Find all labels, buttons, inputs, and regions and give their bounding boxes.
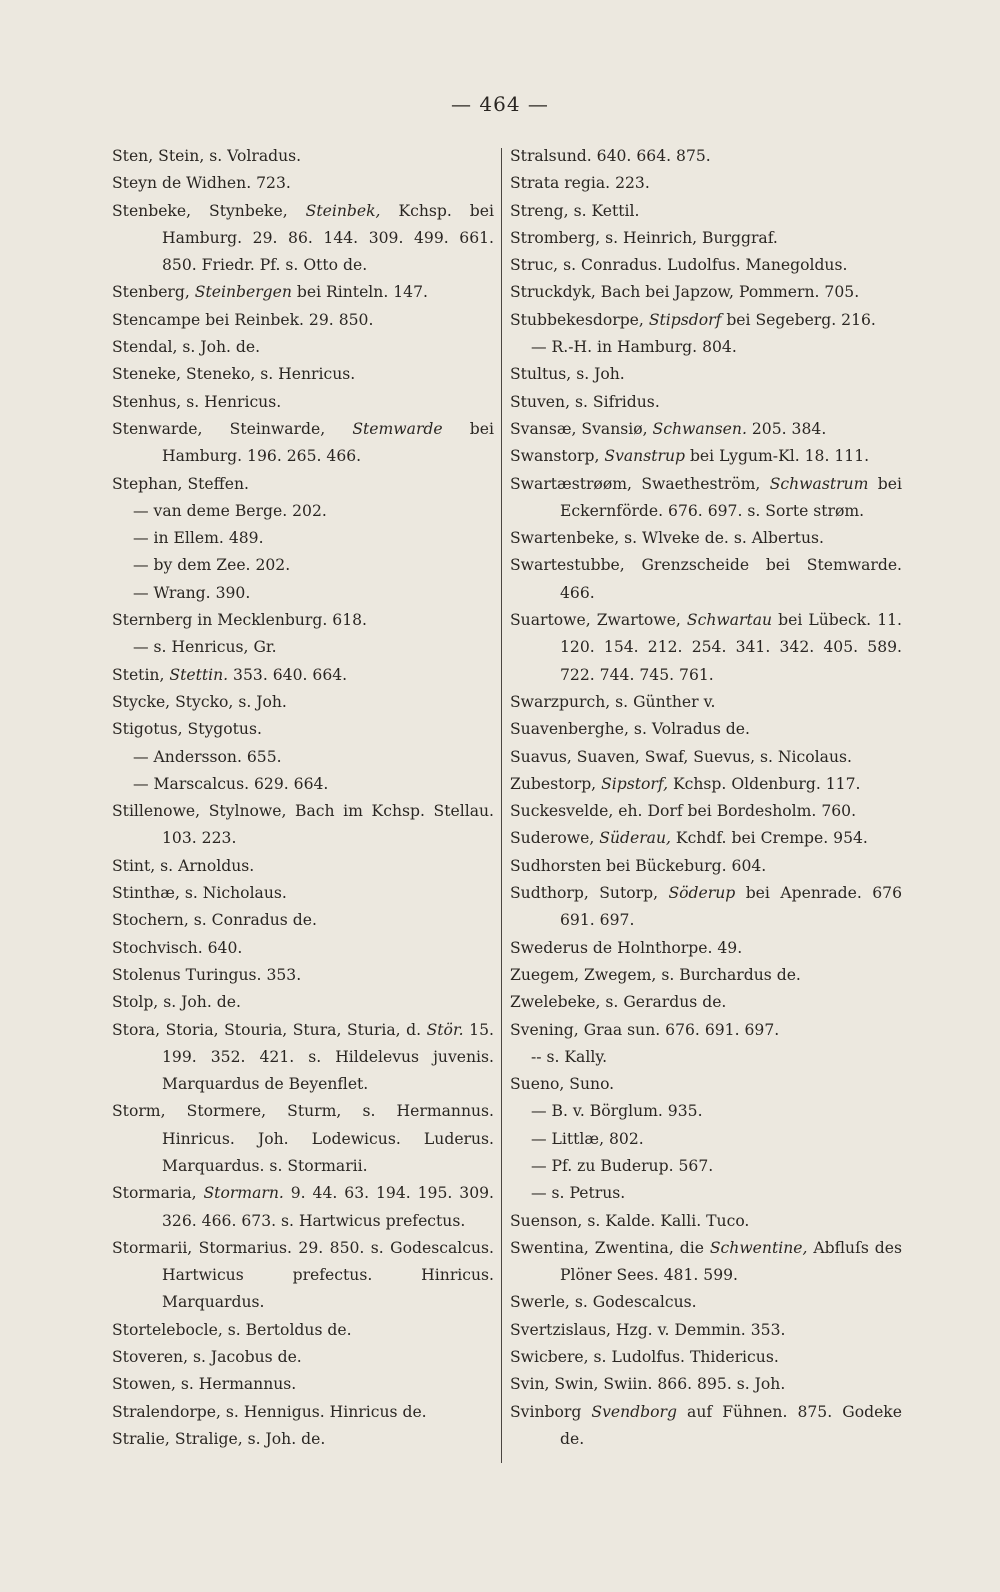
entry-text: Struc, s. Conradus. Ludolfus. Manegoldus. (510, 256, 848, 275)
index-entry (112, 279, 494, 306)
index-entry (510, 880, 902, 935)
index-entry (112, 471, 494, 498)
index-subentry (112, 580, 494, 607)
index-entry (510, 825, 902, 852)
entry-text: Stenhus, s. Henricus. (112, 392, 282, 411)
index-entry (510, 716, 902, 743)
entry-text: Stubbekesdorpe, (510, 310, 649, 329)
entry-text: Swerle, s. Godescalcus. (510, 1293, 697, 1312)
entry-text: Suavenberghe, s. Volradus de. (510, 720, 750, 739)
index-entry (510, 307, 902, 334)
entry-text: Stoveren, s. Jacobus de. (112, 1348, 302, 1367)
index-entry (510, 170, 902, 197)
index-entry (112, 989, 494, 1016)
entry-text: Swartæstrøøm, Swaetheström, (510, 474, 770, 493)
place-name-italic: Stör. (426, 1020, 464, 1039)
entry-text: — Pf. zu Buderup. 567. (531, 1156, 714, 1175)
index-entry (112, 935, 494, 962)
index-subentry (510, 1180, 902, 1207)
entry-text: Stillenowe, Stylnowe, Bach im Kchsp. Stellau. 103. 223. (112, 802, 494, 848)
index-entry (510, 198, 902, 225)
entry-text: Stigotus, Stygotus. (112, 720, 262, 739)
entry-text: Struckdyk, Bach bei Japzow, Pommern. 705. (510, 283, 860, 302)
place-name-italic: Schwentine, (709, 1238, 808, 1257)
index-subentry (112, 498, 494, 525)
index-subentry (112, 634, 494, 661)
entry-text: Stint, s. Arnoldus. (112, 856, 255, 875)
entry-text: bei Hamburg. 196. 265. 466. (162, 419, 495, 466)
entry-text: — s. Henricus, Gr. (133, 638, 277, 657)
index-entry (510, 935, 902, 962)
place-name-italic: Schwartau (686, 611, 773, 630)
entry-text: Sternberg in Mecklenburg. 618. (112, 611, 367, 630)
place-name-italic: Stormarn. (203, 1184, 284, 1203)
index-entry (510, 853, 902, 880)
index-entry (510, 689, 902, 716)
entry-text: — Andersson. 655. (133, 747, 282, 766)
index-entry (112, 1399, 494, 1426)
index-entry (112, 1235, 494, 1317)
entry-text: Svening, Graa sun. 676. 691. 697. (510, 1020, 780, 1039)
entry-text: bei Lygum-Kl. 18. 111. (684, 447, 870, 466)
entry-text: Svertzislaus, Hzg. v. Demmin. 353. (510, 1320, 786, 1339)
index-entry (510, 225, 902, 252)
entry-text: bei Lübeck. 11. 120. 154. 212. 254. 341. 342. 405. 589. 722. 744. 745. 761. (560, 611, 902, 684)
index-entry (112, 307, 494, 334)
entry-text: 205. 384. (746, 419, 827, 438)
index-entry (112, 880, 494, 907)
index-subentry (510, 334, 902, 361)
index-entry (112, 962, 494, 989)
entry-text: Zuegem, Zwegem, s. Burchardus de. (510, 965, 801, 984)
index-entry (112, 1371, 494, 1398)
entry-text: Stralsund. 640. 664. 875. (510, 147, 711, 165)
index-entry (510, 443, 902, 470)
entry-text: 9. 44. 63. 194. 195. 309. 326. 466. 673. s. Hartwicus prefectus. (162, 1184, 494, 1230)
entry-text: Steyn de Widhen. 723. (112, 174, 291, 193)
index-entry (112, 689, 494, 716)
place-name-italic: Schwansen. (652, 419, 747, 438)
index-entry (112, 416, 494, 471)
index-entry (510, 962, 902, 989)
index-entry (510, 744, 902, 771)
index-entry (510, 1289, 902, 1316)
index-entry (112, 798, 494, 853)
entry-text: bei Rinteln. 147. (291, 283, 428, 302)
index-entry (112, 853, 494, 880)
entry-text: Swicbere, s. Ludolfus. Thidericus. (510, 1348, 779, 1367)
index-entry (112, 662, 494, 689)
entry-text: Suckesvelde, eh. Dorf bei Bordesholm. 760. (510, 802, 857, 821)
place-name-italic: Schwastrum (769, 474, 869, 493)
index-entry (510, 552, 902, 607)
entry-text: Strata regia. 223. (510, 174, 650, 193)
entry-text: Swartestubbe, Grenzscheide bei Stemwarde. 466. (510, 556, 902, 602)
entry-text: Swanstorp, (510, 447, 605, 466)
entry-text: Swentina, Zwentina, die (510, 1238, 710, 1257)
index-entry (112, 907, 494, 934)
index-entry (112, 1180, 494, 1235)
entry-text: Svinborg (510, 1402, 592, 1421)
index-subentry (112, 525, 494, 552)
index-entry (510, 607, 902, 689)
entry-text: — van deme Berge. 202. (133, 501, 327, 520)
entry-text: Streng, s. Kettil. (510, 201, 640, 220)
entry-text: — Wrang. 390. (133, 583, 251, 602)
entry-text: — Littlæ, 802. (531, 1129, 644, 1148)
index-entry (510, 143, 902, 170)
index-entry (112, 198, 494, 280)
entry-text: auf Fühnen. 875. Godeke de. (560, 1402, 902, 1448)
entry-text: Stormarii, Stormarius. 29. 850. s. Godescalcus. Hartwicus prefectus. Hinricus. Marquardus. (112, 1238, 494, 1312)
index-column-left (112, 143, 494, 1453)
entry-text: Stephan, Steffen. (112, 474, 249, 493)
entry-text: Stycke, Stycko, s. Joh. (112, 692, 287, 711)
entry-text: Stochvisch. 640. (112, 938, 243, 957)
index-entry (510, 1344, 902, 1371)
entry-text: Suderowe, (510, 829, 600, 848)
entry-text: bei Apenrade. 676 691. 697. (560, 884, 902, 930)
entry-text: bei Eckernförde. 676. 697. s. Sorte strøm. (560, 474, 902, 520)
place-name-italic: Sipstorf, (601, 774, 669, 793)
entry-text: 15. 199. 352. 421. s. Hildelevus juvenis. Marquardus de Beyenflet. (162, 1020, 494, 1094)
index-entry (510, 416, 902, 443)
entry-text: — by dem Zee. 202. (133, 556, 291, 575)
place-name-italic: Svanstrup (604, 447, 685, 466)
entry-text: Sudhorsten bei Bückeburg. 604. (510, 856, 767, 875)
entry-text: Svin, Swin, Swiin. 866. 895. s. Joh. (510, 1375, 786, 1394)
entry-text: Swartenbeke, s. Wlveke de. s. Albertus. (510, 529, 824, 548)
entry-text: -- s. Kally. (531, 1047, 608, 1066)
entry-text: Suavus, Suaven, Swaf, Suevus, s. Nicolaus. (510, 747, 852, 766)
index-entry (510, 389, 902, 416)
place-name-italic: Süderau, (599, 829, 671, 848)
entry-text: — B. v. Börglum. 935. (531, 1102, 703, 1121)
entry-text: Stetin, (112, 665, 170, 684)
entry-text: Stenbeke, Stynbeke, (112, 201, 306, 220)
entry-text: Stendal, s. Joh. de. (112, 338, 261, 357)
entry-text: Stenberg, (112, 283, 195, 302)
place-name-italic: Söderup (668, 884, 736, 903)
index-entry (510, 1208, 902, 1235)
index-entry (112, 1098, 494, 1180)
entry-text: — Marscalcus. 629. 664. (133, 774, 329, 793)
index-subentry (510, 1126, 902, 1153)
entry-text: Stuven, s. Sifridus. (510, 392, 660, 411)
entry-text: Kchsp. Oldenburg. 117. (668, 774, 861, 793)
entry-text: Suenson, s. Kalde. Kalli. Tuco. (510, 1211, 750, 1230)
index-entry (510, 1017, 902, 1044)
entry-text: Suartowe, Zwartowe, (510, 611, 687, 630)
index-entry (112, 361, 494, 388)
index-entry (510, 1317, 902, 1344)
index-entry (510, 279, 902, 306)
entry-text: Stolp, s. Joh. de. (112, 993, 241, 1012)
index-entry (510, 798, 902, 825)
entry-text: Stochern, s. Conradus de. (112, 911, 317, 930)
index-entry (112, 1017, 494, 1099)
index-entry (112, 716, 494, 743)
index-subentry (510, 1098, 902, 1125)
index-entry (112, 143, 494, 170)
entry-text: Stortelebocle, s. Bertoldus de. (112, 1320, 352, 1339)
entry-text: Abfluſs des Plöner Sees. 481. 599. (560, 1238, 902, 1285)
entry-text: Stowen, s. Hermannus. (112, 1375, 297, 1394)
entry-text: Sueno, Suno. (510, 1075, 615, 1094)
index-entry (510, 252, 902, 279)
entry-text: Sudthorp, Sutorp, (510, 884, 669, 903)
entry-text: Swarzpurch, s. Günther v. (510, 692, 716, 711)
index-entry (510, 1399, 902, 1454)
index-entry (510, 771, 902, 798)
index-subentry (510, 1153, 902, 1180)
entry-text: — in Ellem. 489. (133, 529, 264, 548)
place-name-italic: Stipsdorf (648, 310, 722, 329)
index-entry (112, 1344, 494, 1371)
index-entry (112, 334, 494, 361)
entry-text: Zubestorp, (510, 774, 602, 793)
entry-text: Stolenus Turingus. 353. (112, 965, 302, 984)
index-entry (510, 1371, 902, 1398)
entry-text: Storm, Stormere, Sturm, s. Hermannus. Hinricus. Joh. Lodewicus. Luderus. Marquardus. s. Stormarii. (112, 1102, 494, 1175)
entry-text: bei Segeberg. 216. (721, 310, 876, 329)
entry-text: Swederus de Holnthorpe. 49. (510, 938, 743, 957)
entry-text: — R.-H. in Hamburg. 804. (531, 338, 737, 357)
index-entry (112, 389, 494, 416)
column-divider (501, 148, 502, 1463)
index-entry (112, 607, 494, 634)
index-entry (112, 1317, 494, 1344)
index-subentry (112, 552, 494, 579)
entry-text: Stralendorpe, s. Hennigus. Hinricus de. (112, 1402, 427, 1421)
entry-text: 353. 640. 664. (228, 665, 348, 684)
entry-text: Kchsp. bei Hamburg. 29. 86. 144. 309. 499. 661. 850. Friedr. Pf. s. Otto de. (162, 201, 494, 275)
index-entry (112, 170, 494, 197)
index-entry (510, 989, 902, 1016)
entry-text: Zwelebeke, s. Gerardus de. (510, 993, 727, 1012)
entry-text: Stora, Storia, Stouria, Stura, Sturia, d. (112, 1020, 427, 1039)
place-name-italic: Svendborg (591, 1402, 677, 1421)
entry-text: Stormaria, (112, 1184, 204, 1203)
index-entry (510, 471, 902, 526)
index-entry (510, 1071, 902, 1098)
place-name-italic: Stettin. (169, 665, 229, 684)
index-subentry (510, 1044, 902, 1071)
entry-text: Steneke, Steneko, s. Henricus. (112, 365, 356, 384)
page-number: — 464 — (451, 92, 549, 116)
index-subentry (112, 744, 494, 771)
place-name-italic: Steinbek, (305, 201, 381, 220)
entry-text: Stultus, s. Joh. (510, 365, 625, 384)
entry-text: Stenwarde, Steinwarde, (112, 419, 353, 438)
place-name-italic: Steinbergen (194, 283, 292, 302)
entry-text: Stinthæ, s. Nicholaus. (112, 884, 287, 903)
entry-text: Kchdf. bei Crempe. 954. (670, 829, 868, 848)
index-entry (510, 525, 902, 552)
entry-text: Stencampe bei Reinbek. 29. 850. (112, 310, 374, 329)
index-entry (112, 1426, 494, 1453)
index-subentry (112, 771, 494, 798)
entry-text: Stromberg, s. Heinrich, Burggraf. (510, 228, 778, 247)
place-name-italic: Stemwarde (352, 419, 443, 438)
index-entry (510, 1235, 902, 1290)
index-column-right (510, 143, 902, 1453)
entry-text: Svansæ, Svansiø, (510, 419, 653, 438)
entry-text: Stralie, Stralige, s. Joh. de. (112, 1429, 326, 1448)
entry-text: — s. Petrus. (531, 1184, 626, 1203)
index-entry (510, 361, 902, 388)
entry-text: Sten, Stein, s. Volradus. (112, 147, 302, 165)
